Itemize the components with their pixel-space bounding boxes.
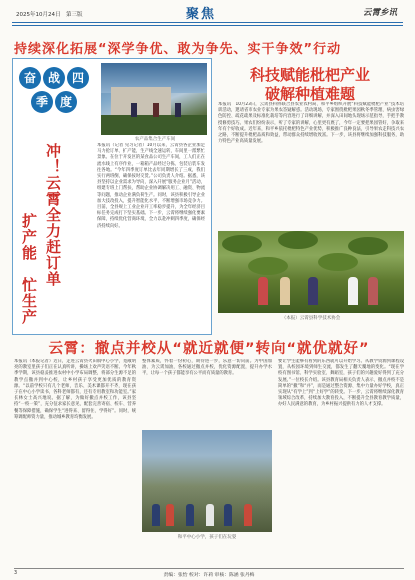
school-photo [142,430,272,532]
bottom-headline: 云霄：撤点并校从“就近就便”转向“就优就好” [48,341,370,357]
loquat-photo-caption: （本报）云霄县科学技术协会 [281,316,341,321]
badge-char: 季 [31,91,53,113]
vertical-title-line-2: 扩产能 忙生产 [20,213,38,325]
issue-date: 2025年10月24日 第三版 [16,12,83,18]
loquat-training-photo [218,231,404,313]
section-title: 聚焦 [186,7,217,22]
school-photo-caption: 和平中心小学，孩子们在玩耍 [177,535,237,540]
vertical-title-line-1: 冲！云霄全力赶订单 [44,143,62,287]
factory-photo-caption: 农产品集合生产车间 [134,137,176,142]
season-badge [17,67,91,137]
bottom-column-2: 整体素质，怀着一份初心，期待进一步，乐意一切向前。为中国加油、为云霄加油，各校通过撤点并校，优化资源配置，提升办学水平，让每一个孩子都能享有公平而有质量的教育。 [142,359,272,377]
feature-left-body: 本报讯（记者 见习记者）10月以来，云霄县各企业加足马力抢订单、扩产能，生产线全速运转，车间里一派繁忙景象。在位于开发区的某食品公司生产车间，工人们正在流水线上有序作业，一箱箱产品经过分拣、包装后装车发往各地。“今年四季度订单比去年同期增长了三成，我们实行两班倒，确保按时交货。”公司负责人介绍。据悉，该县坚持以企业需求为导向，深入开展“服务企业月”活动，组建专班上门帮扶，帮助企业协调解决用工、融资、物流等问题，推动企业满负荷生产。同时，该县积极引导企业加大技改投入，提升智能化水平，不断增强市场竞争力。目前，全县规上工业企业开工率稳步提升，为全年经济目标任务完成打下坚实基础。下一步，云霄将继续强化要素保障，持续优化营商环境，全力以赴冲刺四季度，确保经济持续向好。 [97,143,205,229]
feature-right-body: 本报讯 10月23日，云霄县科协联合县农业农村局、和平乡组织开展“科技赋能枇杷产业”技术培训活动，邀请省市农业专家为果农答疑解惑。活动现场，专家围绕枇杷果园秋冬季管理、病虫害绿色防控、疏花疏果及标准化栽培等内容进行了详细讲解，并深入田间地头现场示范指导，手把手教授修剪技巧。果农们纷纷表示，听了专家的讲解，心里更有底了，今年一定要把果园管好，争取来年有个好收成。近年来，和平乡依托枇杷特色产业优势，积极推广良种良法，引导果农走科技兴农之路，不断提升枇杷品质和效益，带动群众持续增收致富。下一步，该县将继续加强科技服务，助力特色产业高质量发展。 [218,102,404,145]
editor-credits: 责编：张怡 校对：许莉 审核：陈涵 张丹梅 [163,573,255,578]
vertical-title [17,143,93,329]
bottom-column-3: 要让学生能够有看到的东西就可以开始学习。从教学资源到课程设置，从校园环境到师生交流，都发生了翻天覆地的变化。“现在学校有图书馆、科学实验室、舞蹈室，孩子们的兴趣爱好得到了充分发展。”一位校长介绍。该县教育局相关负责人表示，撤点并校不是简单的“撤”和“并”，而是通过整合资源、集中力量办好学校，真正实现从“有学上”到“上好学”的转变。下一步，云霄将继续深化教育领域综合改革，持续加大教育投入，不断提升全县教育教学质量，办好人民满意的教育，为乡村振兴提供有力的人才支撑。 [278,359,404,408]
main-headline: 持续深化拓展“深学争优、敢为争先、实干争效”行动 [14,42,342,57]
feature-right-title [216,66,404,104]
bottom-column-1: 本报讯（本报记者）近日，走进云霄县火田镇中心小学，宽敞明亮的教室里孩子们正在认真听讲，操场上欢声笑语不断。今年秋季学期，该县稳妥推进农村中小学布局调整，将部分生源不足的教学点撤并到中心校，让乡村孩子享受更加优质的教育资源。“以前学校只有几个老师，音乐、美术课都开不齐，现在孩子在中心小学读书，各科老师都有，还有专用教室和功能室。”家长林女士高兴地说。据了解，为做好撤点并校工作，该县坚持“一校一策”，充分征求家长意见，配套完善寄宿、校车、营养餐等保障措施，确保学生“进得来、留得住、学得好”。同时，统筹调配师资力量，推动城乡教育均衡发展。 [14,359,136,420]
paper-name: 云霄乡讯 [362,8,397,18]
badge-char: 战 [43,67,65,89]
masthead [0,0,415,34]
factory-photo [101,63,207,135]
masthead-rule [12,22,403,23]
page-footer [14,568,404,578]
badge-char: 四 [67,67,89,89]
badge-char: 奋 [19,67,41,89]
feature-right-title-line-1: 科技赋能枇杷产业 [249,66,370,84]
badge-char: 度 [55,91,77,113]
masthead-rule-thin [12,25,403,26]
feature-right-title-line-2: 破解种植难题 [264,85,355,103]
feature-left-box [12,58,212,335]
page-number: 3 [14,571,18,576]
